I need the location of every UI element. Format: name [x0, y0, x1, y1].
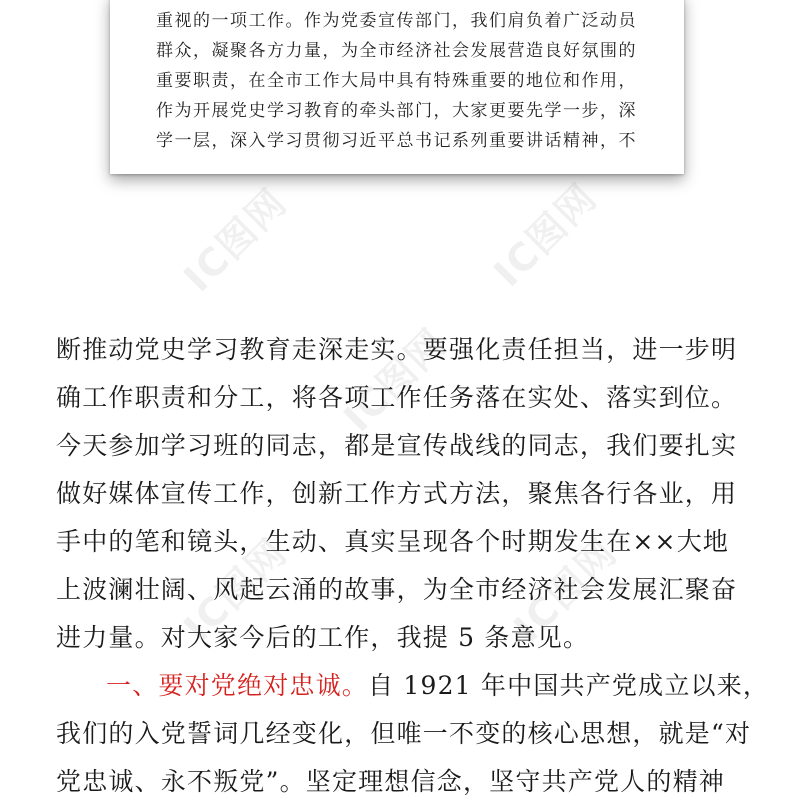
body-line: 党忠诚、永不叛党”。坚定理想信念，坚守共产党人的精神 — [56, 767, 725, 796]
watermark: IC图网 — [335, 319, 456, 441]
body-line: 今天参加学习班的同志，都是宣传战线的同志，我们要扎实 — [56, 431, 738, 460]
body-line: 手中的笔和镜头，生动、真实呈现各个时期发生在××大地 — [56, 527, 730, 556]
watermark: IC图网 — [505, 529, 626, 651]
excerpt-line: 作为开展党史学习教育的牵头部门，大家更要先学一步，深 — [156, 101, 637, 121]
section-heading-line — [56, 662, 770, 710]
body-line: 上波澜壮阔、风起云涌的故事，为全市经济社会发展汇聚奋 — [56, 575, 738, 604]
document-body — [56, 326, 770, 806]
body-line: 断推动党史学习教育走深走实。要强化责任担当，进一步明 — [56, 335, 738, 364]
watermark: IC图网 — [175, 529, 296, 651]
heading-followup-text: 自 1921 年中国共产党成立以来， — [368, 671, 770, 700]
body-line: 确工作职责和分工，将各项工作任务落在实处、落实到位。 — [56, 383, 738, 412]
excerpt-line: 学一层，深入学习贯彻习近平总书记系列重要讲话精神，不 — [156, 131, 637, 151]
excerpt-card — [110, 0, 684, 174]
excerpt-card-text — [156, 6, 684, 156]
excerpt-line: 重视的一项工作。作为党委宣传部门，我们肩负着广泛动员 — [156, 11, 637, 31]
excerpt-line: 重要职责，在全市工作大局中具有特殊重要的地位和作用， — [156, 71, 637, 91]
section-heading: 一、要对党绝对忠诚。 — [106, 671, 369, 700]
body-line: 进力量。对大家今后的工作，我提 5 条意见。 — [56, 623, 590, 652]
body-line: 我们的入党誓词几经变化，但唯一不变的核心思想，就是“对 — [56, 719, 752, 748]
excerpt-line: 群众，凝聚各方力量，为全市经济社会发展营造良好氛围的 — [156, 41, 637, 61]
body-line: 做好媒体宣传工作，创新工作方式方法，聚焦各行各业，用 — [56, 479, 738, 508]
